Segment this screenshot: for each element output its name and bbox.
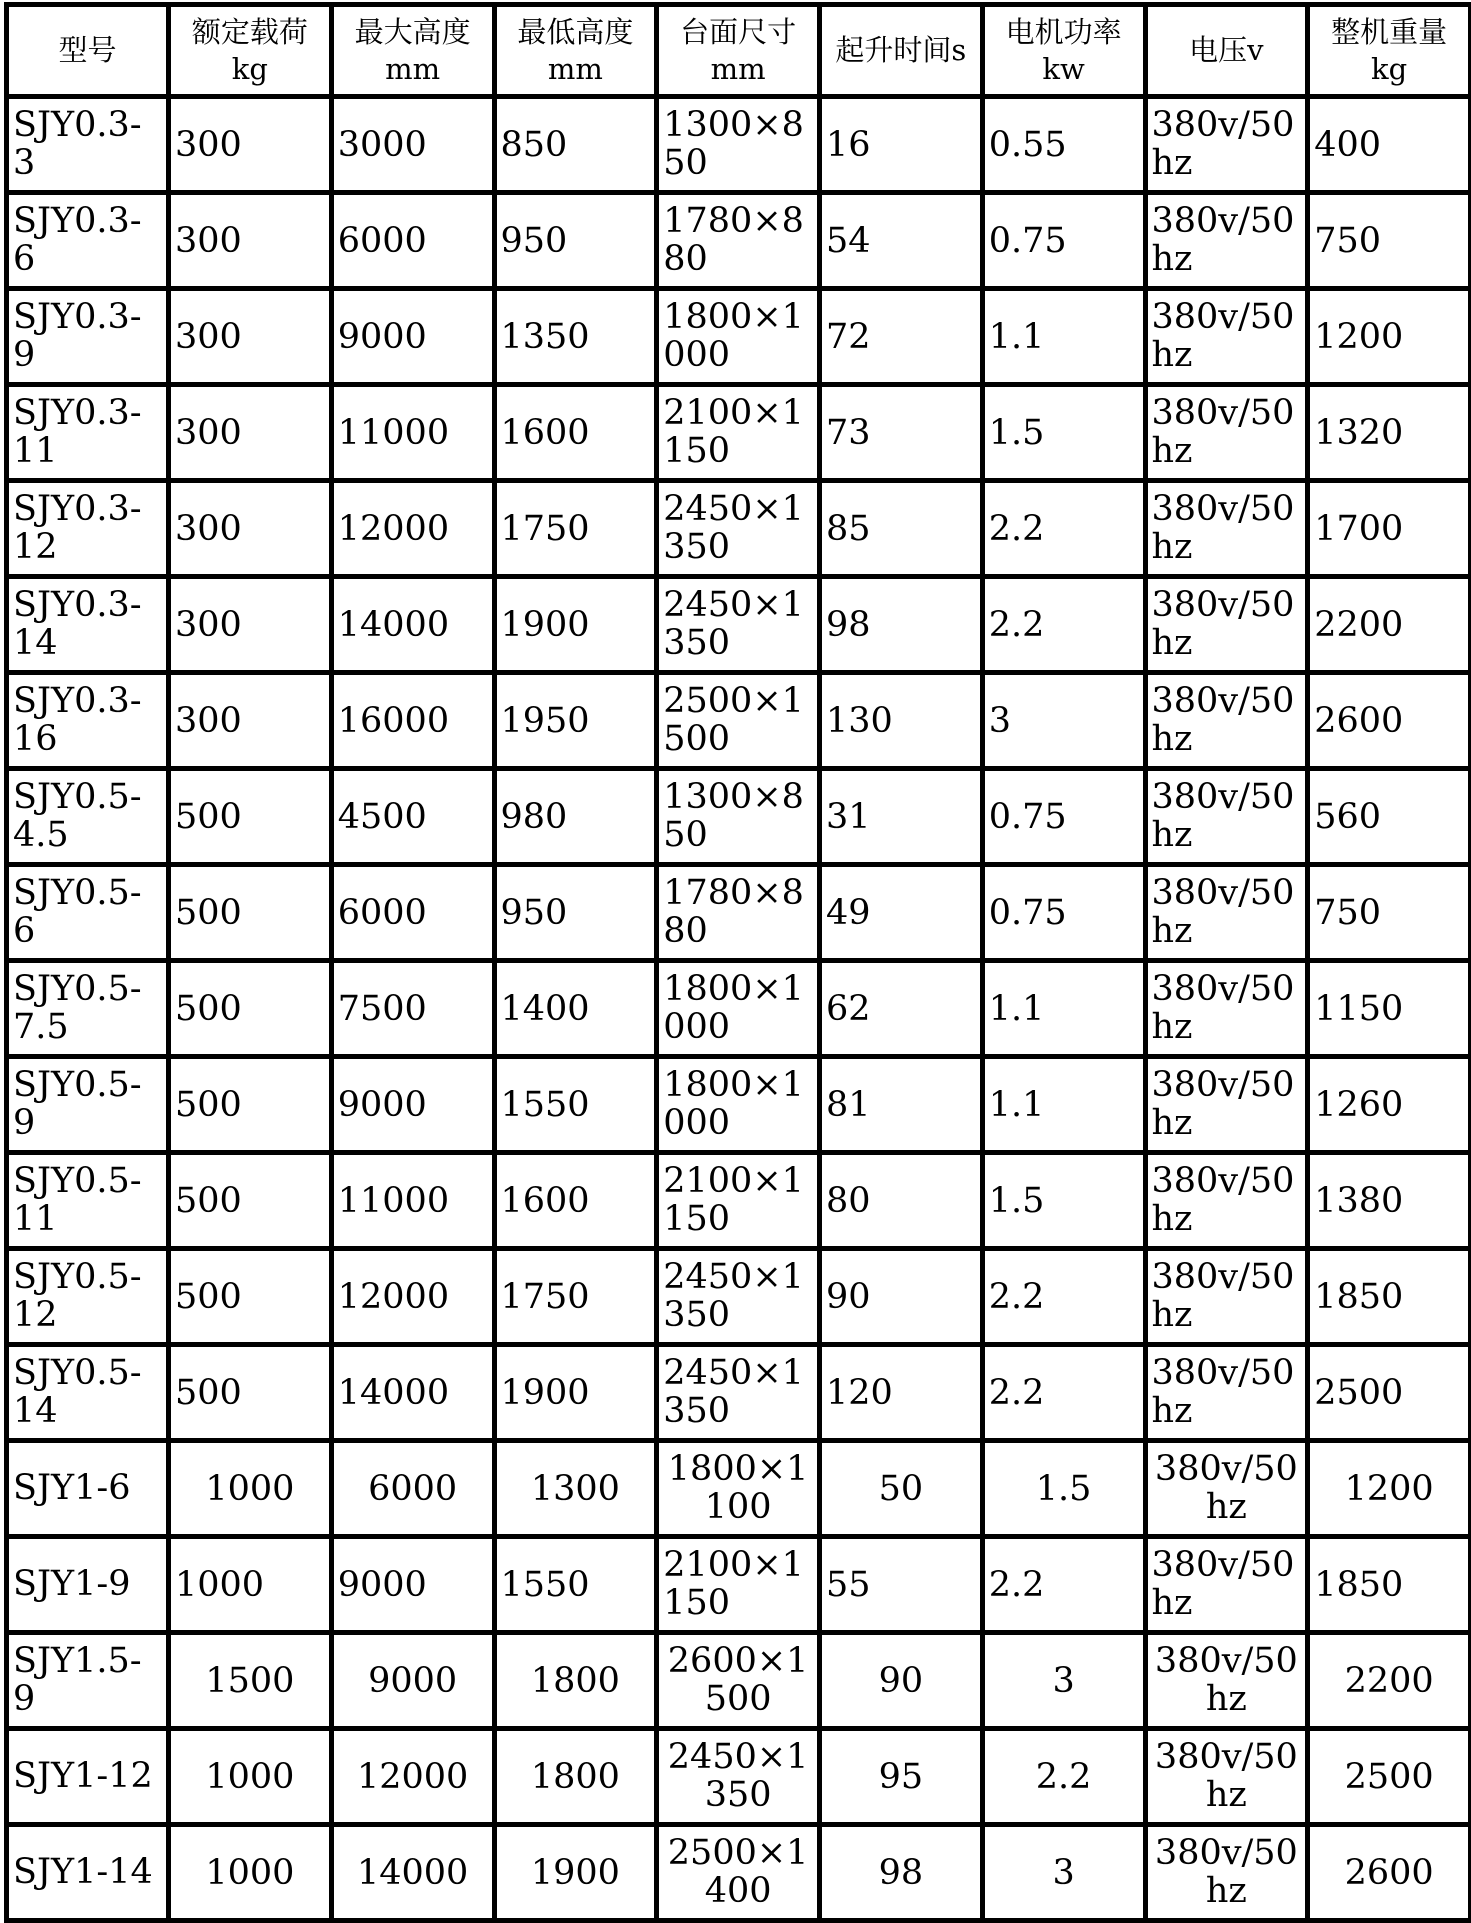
cell-max-height: 9000 (331, 1633, 494, 1729)
cell-min-height: 1750 (494, 481, 657, 577)
cell-model: SJY1-12 (7, 1729, 169, 1825)
cell-max-height: 12000 (331, 1729, 494, 1825)
header-motor-power: 电机功率kw (982, 5, 1145, 97)
cell-model: SJY0.5-7.5 (7, 961, 169, 1057)
cell-platform-size: 2450×1350 (657, 481, 820, 577)
cell-voltage: 380v/50hz (1145, 1729, 1308, 1825)
cell-rated-load: 1500 (169, 1633, 332, 1729)
cell-max-height: 14000 (331, 1825, 494, 1921)
cell-platform-size: 1800×1000 (657, 1057, 820, 1153)
cell-min-height: 1600 (494, 1153, 657, 1249)
cell-rated-load: 300 (169, 481, 332, 577)
cell-lift-time: 62 (820, 961, 983, 1057)
cell-weight: 2500 (1308, 1345, 1471, 1441)
cell-rated-load: 500 (169, 961, 332, 1057)
cell-voltage: 380v/50hz (1145, 1441, 1308, 1537)
cell-voltage: 380v/50hz (1145, 1537, 1308, 1633)
table-row (7, 1537, 1471, 1633)
cell-lift-time: 80 (820, 1153, 983, 1249)
header-max-height: 最大高度mm (331, 5, 494, 97)
table-row (7, 1633, 1471, 1729)
cell-model: SJY0.3-6 (7, 193, 169, 289)
cell-max-height: 9000 (331, 1537, 494, 1633)
header-platform-size: 台面尺寸mm (657, 5, 820, 97)
cell-motor-power: 2.2 (982, 1729, 1145, 1825)
cell-voltage: 380v/50hz (1145, 961, 1308, 1057)
cell-motor-power: 0.55 (982, 97, 1145, 193)
table-row (7, 385, 1471, 481)
cell-rated-load: 500 (169, 865, 332, 961)
cell-platform-size: 2500×1400 (657, 1825, 820, 1921)
cell-motor-power: 1.5 (982, 1153, 1145, 1249)
cell-max-height: 6000 (331, 193, 494, 289)
cell-min-height: 950 (494, 193, 657, 289)
cell-motor-power: 2.2 (982, 1249, 1145, 1345)
cell-rated-load: 1000 (169, 1825, 332, 1921)
table-row (7, 1729, 1471, 1825)
cell-model: SJY0.3-9 (7, 289, 169, 385)
cell-platform-size: 1800×1100 (657, 1441, 820, 1537)
table-row (7, 673, 1471, 769)
cell-motor-power: 2.2 (982, 577, 1145, 673)
cell-platform-size: 2500×1500 (657, 673, 820, 769)
cell-model: SJY0.5-9 (7, 1057, 169, 1153)
cell-rated-load: 500 (169, 1057, 332, 1153)
cell-platform-size: 1780×880 (657, 865, 820, 961)
table-row (7, 865, 1471, 961)
cell-motor-power: 3 (982, 1633, 1145, 1729)
cell-min-height: 1950 (494, 673, 657, 769)
cell-min-height: 1600 (494, 385, 657, 481)
cell-lift-time: 90 (820, 1249, 983, 1345)
cell-max-height: 12000 (331, 1249, 494, 1345)
cell-min-height: 1550 (494, 1057, 657, 1153)
table-row (7, 1345, 1471, 1441)
cell-voltage: 380v/50hz (1145, 1825, 1308, 1921)
cell-lift-time: 98 (820, 1825, 983, 1921)
cell-lift-time: 81 (820, 1057, 983, 1153)
cell-weight: 1200 (1308, 1441, 1471, 1537)
cell-max-height: 6000 (331, 865, 494, 961)
cell-voltage: 380v/50hz (1145, 193, 1308, 289)
cell-rated-load: 500 (169, 1153, 332, 1249)
cell-motor-power: 1.1 (982, 961, 1145, 1057)
cell-voltage: 380v/50hz (1145, 1057, 1308, 1153)
cell-motor-power: 1.5 (982, 385, 1145, 481)
cell-voltage: 380v/50hz (1145, 577, 1308, 673)
cell-platform-size: 1300×850 (657, 769, 820, 865)
cell-weight: 2600 (1308, 1825, 1471, 1921)
table-row (7, 1153, 1471, 1249)
cell-weight: 1150 (1308, 961, 1471, 1057)
cell-weight: 750 (1308, 193, 1471, 289)
cell-motor-power: 3 (982, 673, 1145, 769)
cell-min-height: 1400 (494, 961, 657, 1057)
cell-max-height: 14000 (331, 1345, 494, 1441)
cell-rated-load: 300 (169, 97, 332, 193)
cell-max-height: 4500 (331, 769, 494, 865)
cell-max-height: 7500 (331, 961, 494, 1057)
cell-rated-load: 300 (169, 673, 332, 769)
cell-platform-size: 2450×1350 (657, 1729, 820, 1825)
cell-weight: 560 (1308, 769, 1471, 865)
cell-lift-time: 50 (820, 1441, 983, 1537)
cell-model: SJY0.5-6 (7, 865, 169, 961)
cell-min-height: 1900 (494, 1345, 657, 1441)
table-row (7, 97, 1471, 193)
table-row (7, 289, 1471, 385)
cell-voltage: 380v/50hz (1145, 289, 1308, 385)
cell-min-height: 1350 (494, 289, 657, 385)
cell-max-height: 14000 (331, 577, 494, 673)
cell-voltage: 380v/50hz (1145, 1633, 1308, 1729)
cell-lift-time: 95 (820, 1729, 983, 1825)
cell-platform-size: 2450×1350 (657, 1249, 820, 1345)
cell-min-height: 950 (494, 865, 657, 961)
cell-lift-time: 72 (820, 289, 983, 385)
cell-model: SJY0.5-11 (7, 1153, 169, 1249)
cell-rated-load: 500 (169, 1249, 332, 1345)
cell-voltage: 380v/50hz (1145, 1249, 1308, 1345)
cell-platform-size: 1780×880 (657, 193, 820, 289)
table-row (7, 1441, 1471, 1537)
table-body (7, 97, 1471, 1921)
header-voltage: 电压v (1145, 5, 1308, 97)
table-header (7, 5, 1471, 97)
cell-lift-time: 31 (820, 769, 983, 865)
cell-voltage: 380v/50hz (1145, 1153, 1308, 1249)
cell-weight: 1260 (1308, 1057, 1471, 1153)
cell-lift-time: 120 (820, 1345, 983, 1441)
cell-platform-size: 1800×1000 (657, 961, 820, 1057)
cell-rated-load: 500 (169, 1345, 332, 1441)
cell-platform-size: 2600×1500 (657, 1633, 820, 1729)
cell-weight: 1380 (1308, 1153, 1471, 1249)
header-model: 型号 (7, 5, 169, 97)
cell-rated-load: 1000 (169, 1537, 332, 1633)
cell-max-height: 9000 (331, 289, 494, 385)
cell-max-height: 11000 (331, 1153, 494, 1249)
header-rated-load: 额定载荷kg (169, 5, 332, 97)
cell-motor-power: 1.1 (982, 289, 1145, 385)
cell-motor-power: 1.1 (982, 1057, 1145, 1153)
cell-max-height: 11000 (331, 385, 494, 481)
cell-min-height: 980 (494, 769, 657, 865)
cell-motor-power: 0.75 (982, 865, 1145, 961)
cell-rated-load: 500 (169, 769, 332, 865)
cell-weight: 750 (1308, 865, 1471, 961)
cell-voltage: 380v/50hz (1145, 769, 1308, 865)
cell-weight: 2200 (1308, 577, 1471, 673)
cell-platform-size: 1800×1000 (657, 289, 820, 385)
cell-weight: 2600 (1308, 673, 1471, 769)
cell-platform-size: 2100×1150 (657, 385, 820, 481)
cell-rated-load: 300 (169, 289, 332, 385)
cell-motor-power: 2.2 (982, 1537, 1145, 1633)
cell-min-height: 1900 (494, 577, 657, 673)
cell-motor-power: 2.2 (982, 481, 1145, 577)
cell-platform-size: 1300×850 (657, 97, 820, 193)
table-row (7, 1825, 1471, 1921)
cell-motor-power: 0.75 (982, 769, 1145, 865)
cell-model: SJY0.3-16 (7, 673, 169, 769)
cell-weight: 2500 (1308, 1729, 1471, 1825)
cell-model: SJY1-6 (7, 1441, 169, 1537)
cell-rated-load: 300 (169, 577, 332, 673)
header-lift-time: 起升时间s (820, 5, 983, 97)
cell-voltage: 380v/50hz (1145, 481, 1308, 577)
table-row (7, 1057, 1471, 1153)
cell-platform-size: 2100×1150 (657, 1153, 820, 1249)
cell-motor-power: 2.2 (982, 1345, 1145, 1441)
header-row (7, 5, 1471, 97)
cell-model: SJY0.3-11 (7, 385, 169, 481)
cell-model: SJY1-9 (7, 1537, 169, 1633)
cell-min-height: 1750 (494, 1249, 657, 1345)
cell-min-height: 1900 (494, 1825, 657, 1921)
cell-weight: 400 (1308, 97, 1471, 193)
cell-max-height: 3000 (331, 97, 494, 193)
cell-model: SJY0.5-14 (7, 1345, 169, 1441)
cell-lift-time: 49 (820, 865, 983, 961)
cell-model: SJY0.5-4.5 (7, 769, 169, 865)
cell-lift-time: 55 (820, 1537, 983, 1633)
cell-lift-time: 85 (820, 481, 983, 577)
cell-model: SJY1-14 (7, 1825, 169, 1921)
cell-platform-size: 2450×1350 (657, 577, 820, 673)
cell-max-height: 16000 (331, 673, 494, 769)
header-weight: 整机重量kg (1308, 5, 1471, 97)
cell-model: SJY0.5-12 (7, 1249, 169, 1345)
cell-weight: 1850 (1308, 1537, 1471, 1633)
cell-voltage: 380v/50hz (1145, 97, 1308, 193)
cell-motor-power: 3 (982, 1825, 1145, 1921)
cell-min-height: 1800 (494, 1729, 657, 1825)
table-row (7, 193, 1471, 289)
spec-table (4, 2, 1471, 1923)
cell-lift-time: 16 (820, 97, 983, 193)
table-row (7, 961, 1471, 1057)
cell-lift-time: 73 (820, 385, 983, 481)
cell-voltage: 380v/50hz (1145, 385, 1308, 481)
header-min-height: 最低高度mm (494, 5, 657, 97)
cell-weight: 1320 (1308, 385, 1471, 481)
table-row (7, 1249, 1471, 1345)
cell-motor-power: 1.5 (982, 1441, 1145, 1537)
cell-voltage: 380v/50hz (1145, 1345, 1308, 1441)
table-row (7, 769, 1471, 865)
cell-voltage: 380v/50hz (1145, 673, 1308, 769)
cell-lift-time: 98 (820, 577, 983, 673)
cell-min-height: 850 (494, 97, 657, 193)
cell-rated-load: 1000 (169, 1729, 332, 1825)
cell-weight: 1850 (1308, 1249, 1471, 1345)
cell-min-height: 1800 (494, 1633, 657, 1729)
cell-rated-load: 300 (169, 193, 332, 289)
table-row (7, 481, 1471, 577)
cell-model: SJY0.3-14 (7, 577, 169, 673)
cell-platform-size: 2450×1350 (657, 1345, 820, 1441)
cell-weight: 1700 (1308, 481, 1471, 577)
cell-max-height: 12000 (331, 481, 494, 577)
cell-weight: 2200 (1308, 1633, 1471, 1729)
cell-max-height: 9000 (331, 1057, 494, 1153)
cell-weight: 1200 (1308, 289, 1471, 385)
cell-model: SJY0.3-3 (7, 97, 169, 193)
cell-rated-load: 300 (169, 385, 332, 481)
table-row (7, 577, 1471, 673)
cell-lift-time: 130 (820, 673, 983, 769)
cell-min-height: 1300 (494, 1441, 657, 1537)
cell-voltage: 380v/50hz (1145, 865, 1308, 961)
cell-motor-power: 0.75 (982, 193, 1145, 289)
cell-lift-time: 90 (820, 1633, 983, 1729)
cell-min-height: 1550 (494, 1537, 657, 1633)
cell-lift-time: 54 (820, 193, 983, 289)
cell-rated-load: 1000 (169, 1441, 332, 1537)
cell-platform-size: 2100×1150 (657, 1537, 820, 1633)
cell-max-height: 6000 (331, 1441, 494, 1537)
cell-model: SJY1.5-9 (7, 1633, 169, 1729)
cell-model: SJY0.3-12 (7, 481, 169, 577)
